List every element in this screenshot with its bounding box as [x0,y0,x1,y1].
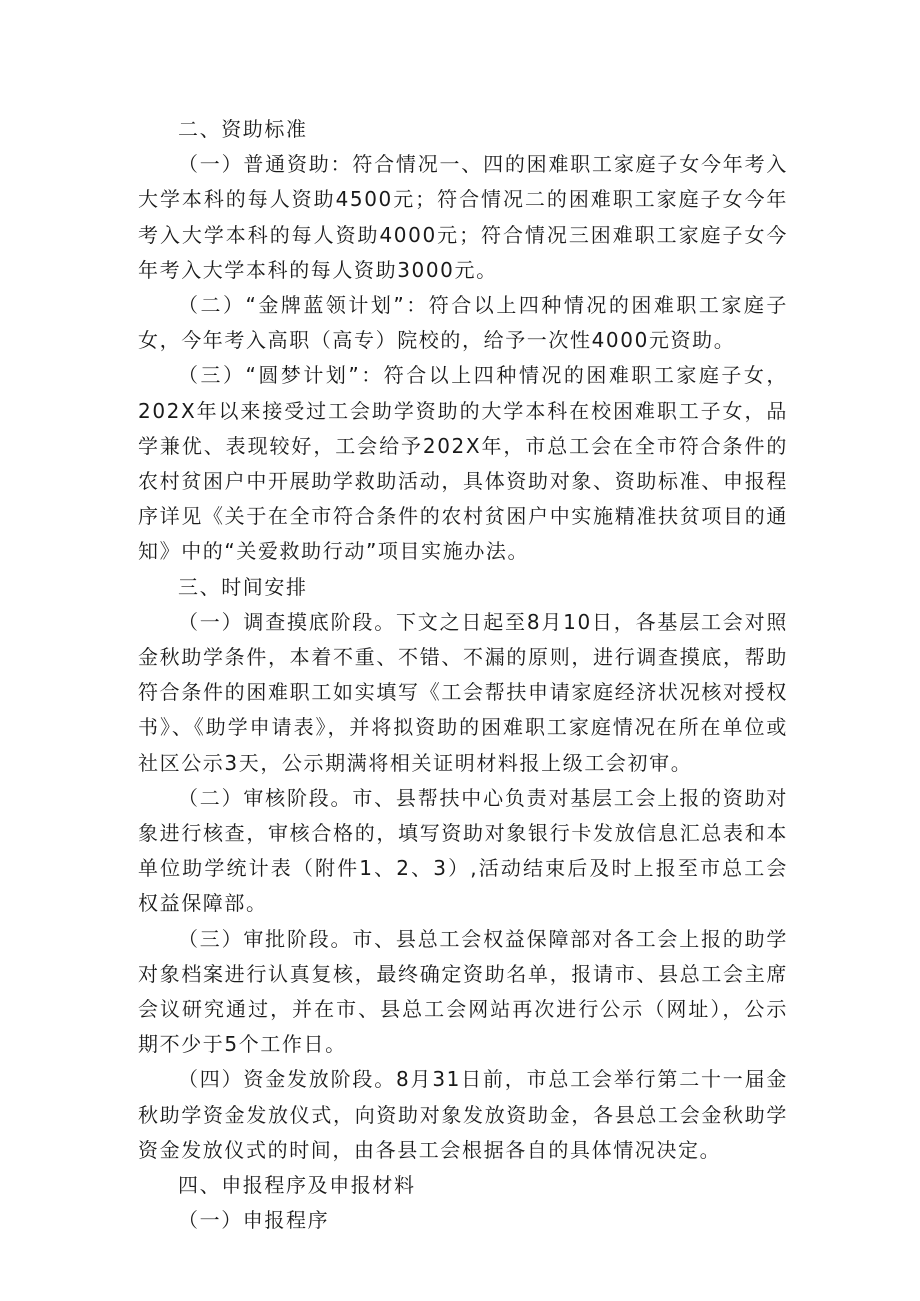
paragraph-general-funding: （一）普通资助：符合情况一、四的困难职工家庭子女今年考入大学本科的每人资助4500元；符合情况二的困难职工家庭子女今年考入大学本科的每人资助4000元；符合情况三困难职工家庭子女今年考入大学本科的每人资助3000元。 [138,152,788,282]
section-heading-schedule: 三、时间安排 [178,574,308,599]
section-heading-funding-standards: 二、资助标准 [178,117,308,141]
paragraph-golden-blue-collar-plan: （二）“金牌蓝领计划”：符合以上四种情况的困难职工家庭子女，今年考入高职（高专）院校的，给予一次性4000元资助。 [138,293,788,353]
paragraph-survey-stage: （一）调查摸底阶段。下文之日起至8月10日，各基层工会对照金秋助学条件，本着不重、不错、不漏的原则，进行调查摸底，帮助符合条件的困难职工如实填写《工会帮扶申请家庭经济状况核对授权书》、《助学申请表》，并将拟资助的困难职工家庭情况在所在单位或社区公示3天，公示期满将相关证明材料报上级工会初审。 [138,609,788,775]
paragraph-application-procedure: （一）申报程序 [178,1208,330,1233]
section-heading-application-procedure: 四、申报程序及申报材料 [178,1173,416,1198]
paragraph-approval-stage: （三）审批阶段。市、县总工会权益保障部对各工会上报的助学对象档案进行认真复核，最终确定资助名单，报请市、县总工会主席会议研究通过，并在市、县总工会网站再次进行公示（网址），公示期不少于5个工作日。 [138,926,788,1057]
paragraph-dream-plan: （三）“圆梦计划”：符合以上四种情况的困难职工家庭子女，202X年以来接受过工会助学资助的大学本科在校困难职工子女，品学兼优、表现较好，工会给予202X年，市总工会在全市符合条件的农村贫困户中开展助学救助活动，具体资助对象、资助标准、申报程序详见《关于在全市符合条件的农村贫困户中实施精准扶贫项目的通知》中的“关爱救助行动”项目实施办法。 [138,363,788,564]
paragraph-fund-distribution-stage: （四）资金发放阶段。8月31日前，市总工会举行第二十一届金秋助学资金发放仪式，向资助对象发放资助金，各县总工会金秋助学资金发放仪式的时间，由各县工会根据各自的具体情况决定。 [138,1067,788,1162]
document-body [138,112,788,1239]
paragraph-review-stage: （二）审核阶段。市、县帮扶中心负责对基层工会上报的资助对象进行核查，审核合格的，填写资助对象银行卡发放信息汇总表和本单位助学统计表（附件1、2、3）,活动结束后及时上报至市总工会权益保障部。 [138,785,788,916]
